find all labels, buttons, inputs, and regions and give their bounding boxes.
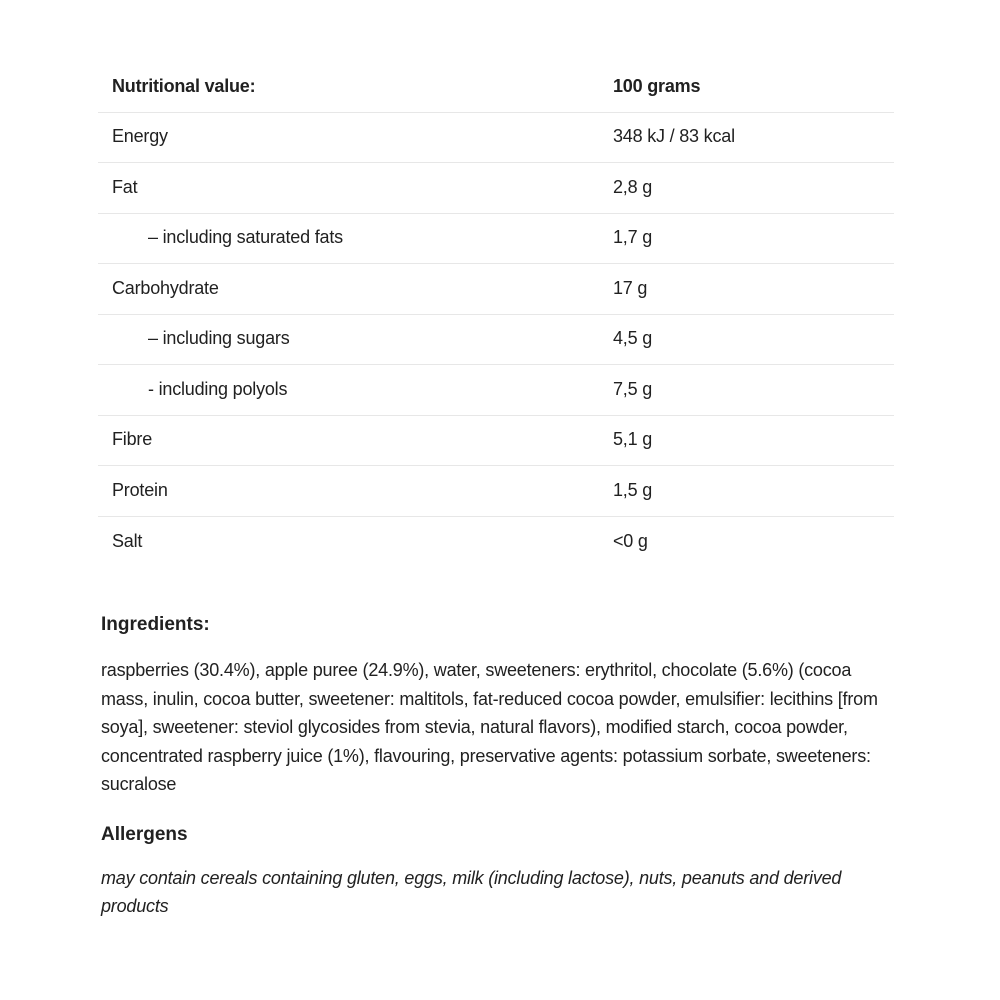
table-row <box>98 163 894 214</box>
nutrient-label: – including saturated fats <box>148 227 343 248</box>
table-row <box>98 517 894 568</box>
nutrient-label: – including sugars <box>148 328 290 349</box>
nutrition-sheet <box>98 62 894 921</box>
nutrient-label: - including polyols <box>148 378 288 399</box>
nutrient-value: 348 kJ / 83 kcal <box>613 126 735 147</box>
nutrient-label: Fibre <box>112 429 153 450</box>
nutrient-label: Carbohydrate <box>112 277 219 298</box>
nutrient-label: Salt <box>112 530 143 551</box>
table-row <box>98 214 894 265</box>
table-row <box>98 416 894 467</box>
nutrient-value: 7,5 g <box>613 378 653 399</box>
nutrient-value: 4,5 g <box>613 328 653 349</box>
nutrient-value: 17 g <box>613 277 648 298</box>
nutrient-value: 1,7 g <box>613 227 653 248</box>
nutrient-value: 2,8 g <box>613 176 653 197</box>
nutrient-label: Energy <box>112 126 168 147</box>
table-row <box>98 315 894 366</box>
nutrition-table-header-label: Nutritional value: <box>112 75 256 96</box>
ingredients-text: raspberries (30.4%), apple puree (24.9%), water, sweeteners: erythritol, chocolate (5.6%) (cocoa mass, inulin, cocoa butter, sweetener: maltitols, fat-reduced cocoa powder, emulsifier: lecithins [from soya], sweetener: steviol glycosides from stevia, natural flavors), modified starch, cocoa powder, concentrated raspberry juice (1%), flavouring, preservative agents: potassium sorbate, sweeteners: sucralose <box>101 660 878 794</box>
table-row <box>98 466 894 517</box>
nutrition-table <box>98 62 894 567</box>
allergens-text: may contain cereals containing gluten, eggs, milk (including lactose), nuts, peanuts and derived products <box>101 867 842 916</box>
nutrient-value: 1,5 g <box>613 479 653 500</box>
nutrient-label: Protein <box>112 479 168 500</box>
table-row <box>98 264 894 315</box>
nutrient-label: Fat <box>112 176 138 197</box>
allergens-heading: Allergens <box>101 823 188 845</box>
nutrition-table-header-value: 100 grams <box>613 75 701 96</box>
table-row <box>98 113 894 164</box>
nutrient-value: 5,1 g <box>613 429 653 450</box>
nutrition-table-header-row <box>98 62 894 113</box>
nutrient-value: <0 g <box>613 530 648 551</box>
table-row <box>98 365 894 416</box>
ingredients-heading: Ingredients: <box>101 614 210 635</box>
